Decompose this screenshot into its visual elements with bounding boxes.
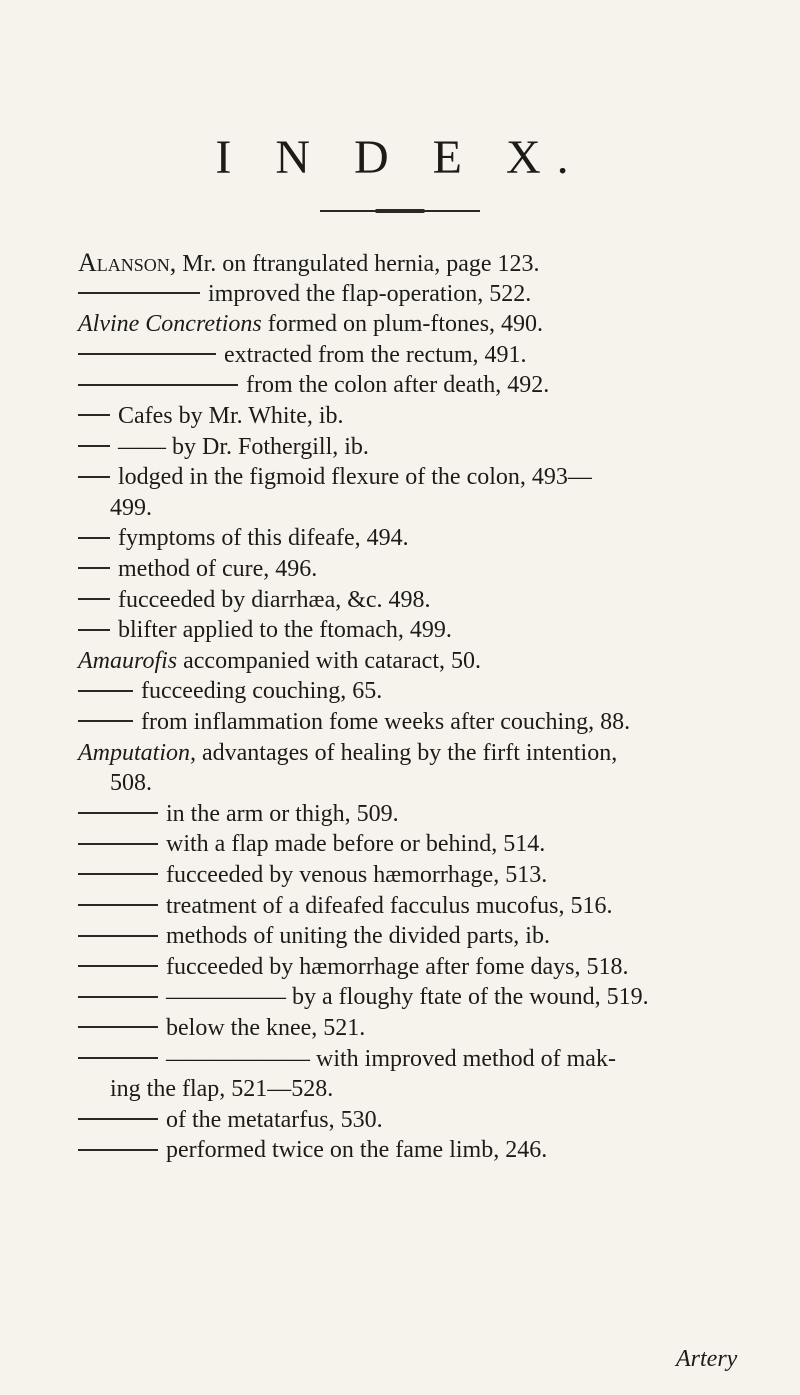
entry-heading: Alvine Concretions	[78, 311, 262, 338]
entry-text: —— by Dr. Fothergill, ib.	[118, 433, 369, 460]
entry-heading: Amputation,	[78, 739, 196, 766]
entry-text: performed twice on the fame limb, 246.	[166, 1137, 548, 1164]
index-entry	[78, 432, 369, 462]
index-entry	[78, 279, 531, 309]
entry-text: fucceeded by venous hæmorrhage, 513.	[166, 862, 548, 888]
entry-text: fucceeded by diarrhæa, &c. 498.	[118, 586, 431, 613]
index-entry	[78, 738, 617, 768]
entry-text: method of cure, 496.	[118, 556, 318, 582]
page-title: I N D E X.	[215, 131, 585, 184]
entry-text: Cafes by Mr. White, ib.	[118, 403, 344, 429]
ditto-dash	[78, 1149, 158, 1151]
entry-text: fucceeded by hæmorrhage after fome days, 518.	[166, 953, 629, 980]
ditto-dash	[78, 384, 238, 386]
ditto-dash	[78, 567, 110, 569]
entry-text: 499.	[110, 494, 152, 521]
index-entry	[78, 370, 549, 400]
index-entry	[78, 829, 545, 859]
ditto-dash	[78, 843, 158, 845]
entry-text: accompanied with cataract, 50.	[177, 647, 481, 674]
ditto-dash	[78, 690, 133, 692]
ditto-dash	[78, 1026, 158, 1028]
ditto-dash	[78, 904, 158, 906]
entry-text: from the colon after death, 492.	[246, 372, 550, 399]
ditto-dash	[78, 812, 158, 814]
index-entry	[78, 1105, 383, 1135]
ditto-dash	[78, 476, 110, 478]
ditto-dash	[78, 1057, 158, 1059]
index-entry	[78, 585, 431, 615]
index-entry	[110, 1074, 333, 1104]
ditto-dash	[78, 537, 110, 539]
entry-text: improved the flap-operation, 522.	[208, 280, 532, 307]
entry-text: ————— by a floughy ftate of the wound, 519.	[166, 984, 649, 1011]
ditto-dash	[78, 414, 110, 416]
index-entry	[78, 340, 527, 370]
entry-text: of the metatarfus, 530.	[166, 1106, 383, 1133]
index-entry	[78, 554, 317, 584]
entry-text: advantages of healing by the firft intention,	[196, 739, 618, 766]
ditto-dash	[78, 873, 158, 875]
index-entry	[78, 309, 543, 339]
index-entry	[78, 1044, 616, 1074]
index-entry	[78, 248, 540, 279]
entry-text: blifter applied to the ftomach, 499.	[118, 617, 452, 644]
catchword: Artery	[676, 1346, 738, 1372]
entry-text: with a flap made before or behind, 514.	[166, 831, 546, 858]
entry-text: below the knee, 521.	[166, 1015, 366, 1041]
index-entry	[78, 952, 628, 982]
index-entry	[78, 401, 344, 431]
ditto-dash	[78, 1118, 158, 1120]
index-entry	[78, 676, 382, 706]
entry-text: formed on plum-ftones, 490.	[261, 311, 544, 338]
ditto-dash	[78, 445, 110, 447]
ditto-dash	[78, 935, 158, 937]
entry-text: lodged in the figmoid flexure of the colon, 493—	[118, 464, 592, 491]
index-entry	[78, 982, 649, 1012]
ditto-dash	[78, 996, 158, 998]
index-entry	[78, 860, 547, 890]
entry-text: ing the flap, 521—528.	[110, 1076, 334, 1103]
entry-text: methods of uniting the divided parts, ib.	[166, 923, 550, 950]
entry-text: 508.	[110, 770, 152, 797]
index-entry	[78, 615, 452, 645]
title-rule	[320, 210, 480, 212]
entry-text: from inflammation fome weeks after couching, 88.	[141, 709, 631, 735]
index-entry	[78, 1013, 365, 1043]
index-entry	[110, 768, 152, 798]
entry-text: —————— with improved method of mak-	[166, 1045, 616, 1072]
ditto-dash	[78, 598, 110, 600]
ditto-dash	[78, 965, 158, 967]
ditto-dash	[78, 629, 110, 631]
entry-text: fucceeding couching, 65.	[141, 678, 383, 705]
index-entry	[78, 891, 612, 921]
entry-text: Mr. on ftrangulated hernia, page 123.	[176, 251, 540, 277]
entry-text: treatment of a difeafed facculus mucofus, 516.	[166, 892, 613, 919]
index-entry	[78, 523, 409, 553]
ditto-dash	[78, 720, 133, 722]
index-entry	[110, 493, 152, 523]
ditto-dash	[78, 353, 216, 355]
entry-text: extracted from the rectum, 491.	[224, 341, 527, 368]
index-entry	[78, 462, 592, 492]
index-entry	[78, 646, 481, 676]
index-entry	[78, 707, 630, 737]
index-entry	[78, 799, 399, 829]
entry-text: in the arm or thigh, 509.	[166, 800, 399, 827]
index-entry	[78, 1135, 547, 1165]
ditto-dash	[78, 292, 200, 294]
entry-text: fymptoms of this difeafe, 494.	[118, 525, 409, 552]
entry-heading: Alanson,	[78, 248, 177, 277]
entry-heading: Amaurofis	[78, 647, 178, 674]
index-entry	[78, 921, 550, 951]
